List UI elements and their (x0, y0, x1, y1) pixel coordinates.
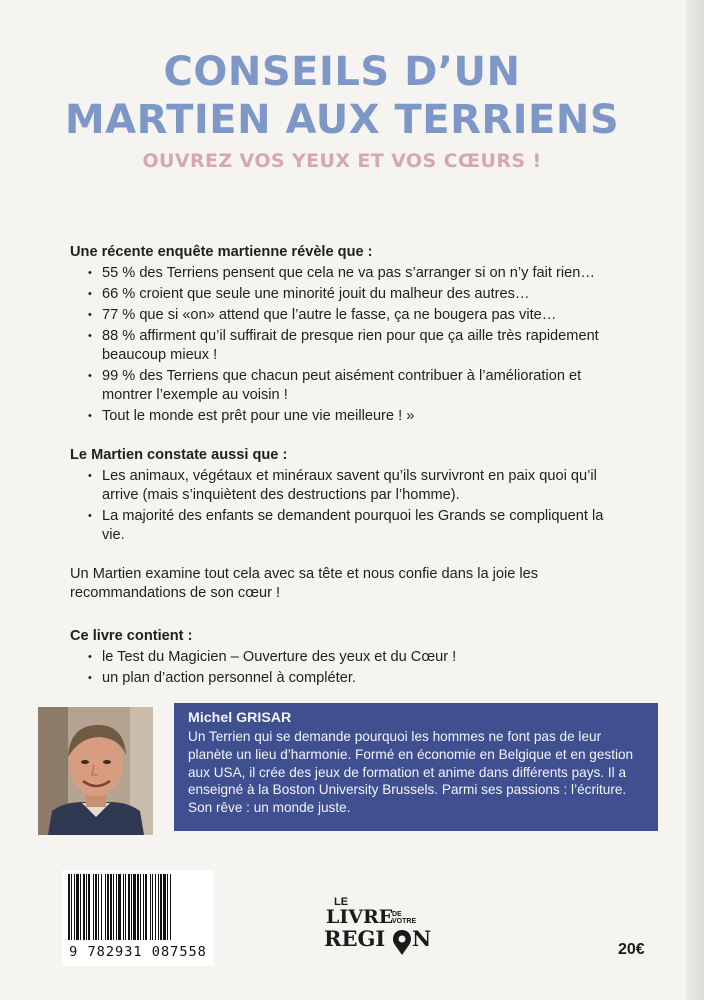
list-item: • 55 % des Terriens pensent que cela ne va pas s’arranger si on n’y fait rien… (88, 264, 630, 283)
list-item: • Tout le monde est prêt pour une vie meilleure ! » (88, 407, 630, 426)
barcode-bar (107, 874, 109, 940)
author-photo (38, 707, 153, 835)
list-item: • un plan d’action personnel à compléter. (88, 669, 630, 688)
logo-text-n: N (412, 926, 432, 951)
barcode-bar (155, 874, 156, 940)
barcode-bar (93, 874, 94, 940)
logo-text-de: DE (392, 911, 402, 918)
isbn-barcode (62, 870, 214, 966)
barcode-bar (152, 874, 153, 940)
barcode-bar (143, 874, 144, 940)
barcode-bar (71, 874, 72, 940)
summary-paragraph: Un Martien examine tout cela avec sa tête et nous confie dans la joie les recommandations de son cœur ! (70, 566, 539, 601)
barcode-bar (167, 874, 168, 940)
barcode-bar (80, 874, 81, 940)
barcode-bar (74, 874, 75, 940)
barcode-bar (170, 874, 171, 940)
barcode-bar (110, 874, 112, 940)
contents-heading: Ce livre contient : (70, 628, 193, 644)
barcode-bar (98, 874, 99, 940)
barcode-bar (118, 874, 121, 940)
list-item: • 66 % croient que seule une minorité jouit du malheur des autres… (88, 285, 630, 304)
barcode-bar (113, 874, 114, 940)
barcode-bar (123, 874, 124, 940)
barcode-bar (68, 874, 70, 940)
author-bio: Un Terrien qui se demande pourquoi les hommes ne font pas de leur planète un lieu d’harmonie. Formé en économie en Belgique et en gestion aux USA, il crée des jeux de formation et anime dans différents pays. Il a enseigné à la Boston University Brussels. Parmi ses passions : l’écriture. Son rêve : un monde juste. (188, 729, 634, 816)
author-name: Michel GRISAR (188, 710, 292, 726)
barcode-bar (76, 874, 79, 940)
barcode-bar (160, 874, 162, 940)
barcode-bar (95, 874, 97, 940)
survey-list (70, 264, 630, 426)
author-panel (174, 703, 658, 831)
barcode-bar (145, 874, 147, 940)
barcode-bar (137, 874, 139, 940)
barcode-bar (131, 874, 132, 940)
isbn-number: 9 782931 087558 (69, 944, 207, 960)
price: 20€ (618, 941, 645, 958)
logo-text-livre: LIVRE (326, 906, 394, 928)
book-title-line-1: CONSEILS D’UN (163, 49, 521, 95)
barcode-bars (62, 870, 214, 942)
barcode-bar (133, 874, 136, 940)
barcode-bar (88, 874, 90, 940)
barcode-bar (105, 874, 106, 940)
book-subtitle: OUVREZ VOS YEUX ET VOS CŒURS ! (142, 150, 542, 172)
book-title-line-2: MARTIEN AUX TERRIENS (64, 97, 620, 143)
martian-observation-section (70, 446, 630, 545)
logo-text-region: REGI (324, 926, 386, 951)
contents-list (70, 648, 630, 688)
publisher-logo-icon (324, 893, 434, 957)
barcode-bar (140, 874, 141, 940)
list-item: • 77 % que si «on» attend que l’autre le fasse, ça ne bougera pas vite… (88, 306, 630, 325)
survey-section (70, 243, 630, 426)
barcode-bar (101, 874, 102, 940)
barcode-bar (150, 874, 151, 940)
barcode-bar (83, 874, 85, 940)
survey-heading: Une récente enquête martienne révèle que : (70, 244, 373, 260)
list-item: • La majorité des enfants se demandent pourquoi les Grands se compliquent la vie. (88, 507, 630, 545)
barcode-bar (128, 874, 130, 940)
cover-edge (686, 0, 704, 1000)
list-item: • 99 % des Terriens que chacun peut aisément contribuer à l’amélioration et montrer l’exemple au voisin ! (88, 367, 630, 405)
back-cover-text (70, 243, 630, 708)
author-portrait-icon (38, 707, 153, 835)
list-item: • Les animaux, végétaux et minéraux savent qu’ils survivront en paix quoi qu’il arrive (mais s’inquiètent des destructions par l’homme). (88, 467, 630, 505)
barcode-bar (158, 874, 159, 940)
barcode-bar (163, 874, 166, 940)
observation-heading: Le Martien constate aussi que : (70, 447, 288, 463)
barcode-bar (86, 874, 87, 940)
barcode-bar (125, 874, 126, 940)
observation-list (70, 467, 630, 545)
publisher-logo (324, 893, 434, 957)
list-item: • 88 % affirment qu’il suffirait de presque rien pour que ça aille très rapidement beaucoup mieux ! (88, 327, 630, 365)
logo-text-votre: VOTRE (392, 918, 417, 925)
barcode-bar (116, 874, 117, 940)
logo-text-le: LE (334, 896, 349, 908)
list-item: • le Test du Magicien – Ouverture des yeux et du Cœur ! (88, 648, 630, 667)
contents-section (70, 627, 630, 688)
